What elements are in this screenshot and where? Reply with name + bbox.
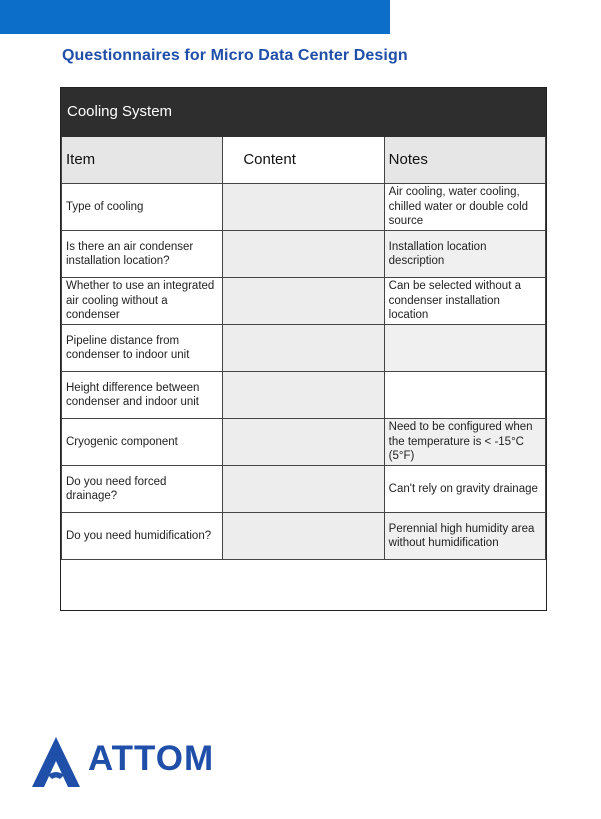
table-row bbox=[62, 513, 546, 560]
row-notes: Need to be configured when the temperature is < -15°C (5°F) bbox=[384, 419, 545, 466]
row-item: Do you need forced drainage? bbox=[62, 466, 223, 513]
column-header-row bbox=[62, 137, 546, 184]
row-item: Is there an air condenser installation location? bbox=[62, 231, 223, 278]
page-title: Questionnaires for Micro Data Center Design bbox=[62, 47, 408, 64]
row-notes: Air cooling, water cooling, chilled water or double cold source bbox=[384, 184, 545, 231]
row-notes: Can be selected without a condenser installation location bbox=[384, 278, 545, 325]
row-content bbox=[223, 184, 384, 231]
row-content bbox=[223, 325, 384, 372]
row-content bbox=[223, 278, 384, 325]
top-accent-bar bbox=[0, 0, 390, 34]
row-notes bbox=[384, 372, 545, 419]
row-item: Pipeline distance from condenser to indoor unit bbox=[62, 325, 223, 372]
row-content bbox=[223, 466, 384, 513]
column-header-content: Content bbox=[223, 137, 384, 184]
row-content bbox=[223, 513, 384, 560]
row-item: Whether to use an integrated air cooling without a condenser bbox=[62, 278, 223, 325]
row-item: Type of cooling bbox=[62, 184, 223, 231]
column-header-notes: Notes bbox=[384, 137, 545, 184]
attom-logo-text: ATTOM bbox=[88, 739, 215, 778]
section-header-row bbox=[62, 89, 546, 137]
row-notes bbox=[384, 325, 545, 372]
table-row bbox=[62, 278, 546, 325]
table-row bbox=[62, 466, 546, 513]
row-content bbox=[223, 419, 384, 466]
table-row bbox=[62, 419, 546, 466]
row-notes: Can't rely on gravity drainage bbox=[384, 466, 545, 513]
column-header-item: Item bbox=[62, 137, 223, 184]
row-item: Cryogenic component bbox=[62, 419, 223, 466]
section-title: Cooling System bbox=[62, 89, 546, 137]
attom-logo bbox=[28, 735, 238, 790]
row-content bbox=[223, 372, 384, 419]
row-notes: Installation location description bbox=[384, 231, 545, 278]
table-row bbox=[62, 325, 546, 372]
cooling-system-table bbox=[60, 87, 547, 611]
row-content bbox=[223, 231, 384, 278]
table-row bbox=[62, 231, 546, 278]
row-item: Height difference between condenser and indoor unit bbox=[62, 372, 223, 419]
row-item: Do you need humidification? bbox=[62, 513, 223, 560]
table-row bbox=[62, 184, 546, 231]
attom-logo-mark-icon bbox=[28, 735, 84, 790]
questionnaire-table bbox=[61, 88, 546, 560]
table-row bbox=[62, 372, 546, 419]
row-notes: Perennial high humidity area without humidification bbox=[384, 513, 545, 560]
